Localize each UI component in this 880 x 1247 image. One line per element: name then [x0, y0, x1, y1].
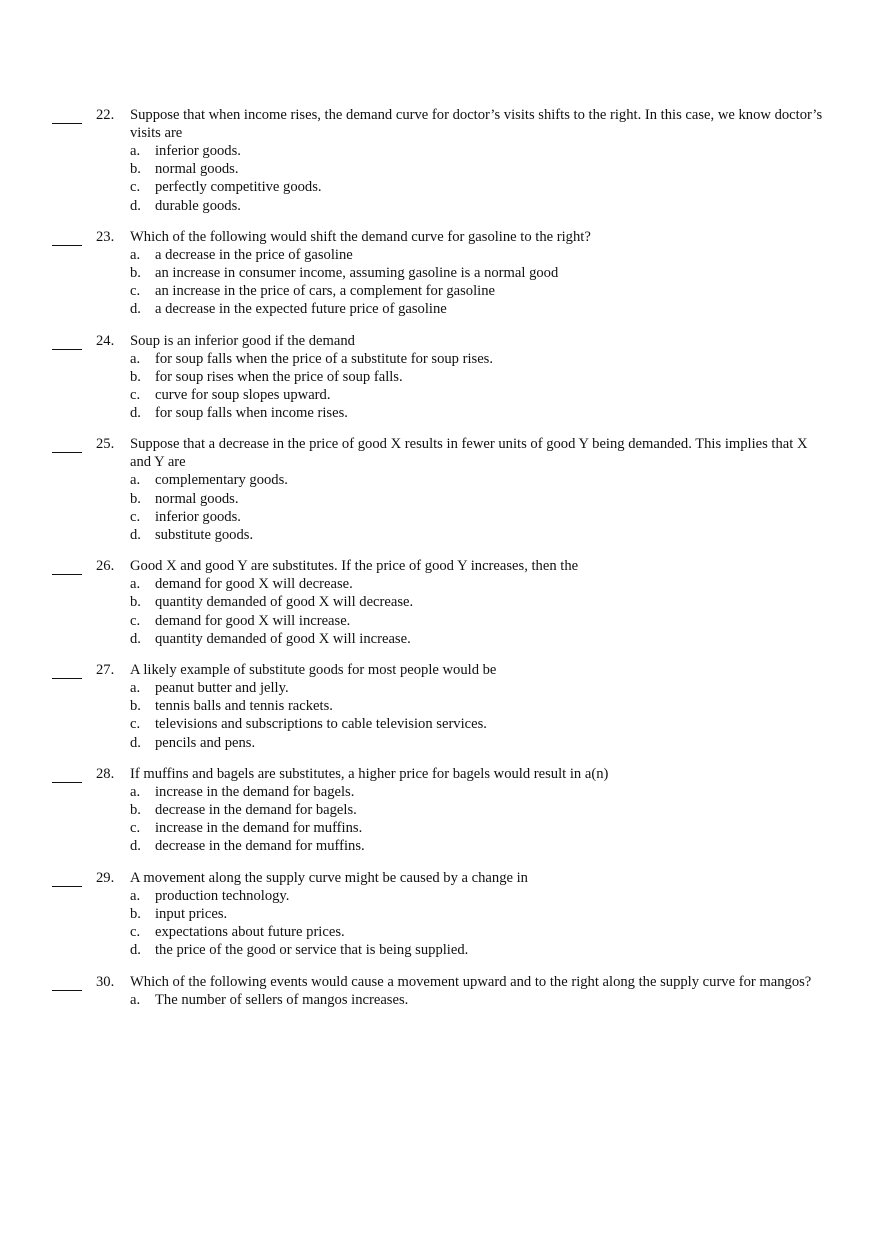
option-letter: a. [130, 472, 141, 489]
option-text: demand for good X will decrease. [155, 576, 353, 593]
question-27 [0, 661, 880, 752]
option-text: quantity demanded of good X will increase. [155, 630, 411, 647]
option-letter: b. [130, 368, 141, 385]
option-letter: b. [130, 490, 141, 507]
question-24 [0, 332, 880, 423]
option-a [130, 783, 880, 801]
option-text: normal goods. [155, 490, 239, 507]
option-letter: a. [130, 991, 141, 1008]
option-letter: d. [130, 838, 141, 855]
question-stem: Good X and good Y are substitutes. If the price of good Y increases, then the [130, 558, 579, 575]
answer-blank[interactable] [52, 332, 82, 350]
question-number: 23. [96, 228, 115, 245]
option-list [130, 575, 880, 648]
option-letter: a. [130, 576, 141, 593]
option-b [130, 368, 880, 386]
option-a [130, 575, 880, 593]
option-letter: b. [130, 265, 141, 282]
question-stem: A likely example of substitute goods for most people would be [130, 662, 497, 679]
option-letter: c. [130, 283, 141, 300]
option-text: decrease in the demand for muffins. [155, 838, 365, 855]
option-letter: a. [130, 783, 141, 800]
option-letter: d. [130, 942, 141, 959]
question-30 [0, 973, 880, 1009]
option-d [130, 837, 880, 855]
option-text: complementary goods. [155, 472, 288, 489]
option-d [130, 197, 880, 215]
option-letter: b. [130, 594, 141, 611]
option-letter: d. [130, 630, 141, 647]
option-b [130, 490, 880, 508]
question-number: 26. [96, 558, 115, 575]
option-a [130, 887, 880, 905]
answer-blank[interactable] [52, 228, 82, 246]
option-list [130, 783, 880, 856]
option-c [130, 819, 880, 837]
question-number: 29. [96, 869, 115, 886]
option-text: durable goods. [155, 197, 241, 214]
option-text: production technology. [155, 887, 290, 904]
option-b [130, 905, 880, 923]
question-22 [0, 106, 880, 215]
option-text: a decrease in the expected future price of gasoline [155, 301, 447, 318]
option-text: expectations about future prices. [155, 924, 345, 941]
question-25 [0, 435, 880, 544]
option-text: for soup rises when the price of soup falls. [155, 368, 403, 385]
option-a [130, 246, 880, 264]
option-letter: c. [130, 820, 141, 837]
option-b [130, 160, 880, 178]
option-letter: a. [130, 143, 141, 159]
question-29 [0, 869, 880, 960]
question-number: 25. [96, 436, 115, 453]
answer-blank[interactable] [52, 106, 82, 124]
option-letter: c. [130, 387, 141, 404]
option-letter: c. [130, 924, 141, 941]
option-text: the price of the good or service that is being supplied. [155, 942, 469, 959]
option-text: for soup falls when the price of a substitute for soup rises. [155, 350, 494, 367]
question-number: 28. [96, 765, 115, 782]
option-text: increase in the demand for muffins. [155, 820, 363, 837]
option-text: peanut butter and jelly. [155, 680, 289, 697]
question-stem: A movement along the supply curve might be caused by a change in [130, 869, 528, 886]
question-stem: Suppose that a decrease in the price of good X results in fewer units of good Y being demanded. This implies that X and Y are [130, 436, 808, 471]
option-text: perfectly competitive goods. [155, 179, 322, 196]
option-c [130, 612, 880, 630]
option-letter: a. [130, 246, 141, 263]
option-b [130, 593, 880, 611]
option-letter: a. [130, 680, 141, 697]
question-number: 30. [96, 973, 115, 990]
option-a [130, 142, 880, 160]
option-letter: d. [130, 197, 141, 214]
question-stem: Which of the following would shift the demand curve for gasoline to the right? [130, 228, 591, 245]
option-text: The number of sellers of mangos increases. [155, 991, 409, 1008]
answer-blank[interactable] [52, 869, 82, 887]
question-stem: Which of the following events would cause a movement upward and to the right along the supply curve for mangos? [130, 973, 812, 990]
question-stem: If muffins and bagels are substitutes, a higher price for bagels would result in a(n) [130, 765, 609, 782]
question-number: 24. [96, 332, 115, 349]
option-text: televisions and subscriptions to cable television services. [155, 716, 487, 733]
question-26 [0, 557, 880, 648]
question-number: 27. [96, 662, 115, 679]
answer-blank[interactable] [52, 765, 82, 783]
option-letter: b. [130, 161, 141, 178]
option-c [130, 386, 880, 404]
option-text: a decrease in the price of gasoline [155, 246, 353, 263]
option-d [130, 941, 880, 959]
option-d [130, 300, 880, 318]
option-a [130, 679, 880, 697]
option-a [130, 991, 880, 1009]
option-b [130, 264, 880, 282]
answer-blank[interactable] [52, 557, 82, 575]
option-a [130, 471, 880, 489]
option-letter: c. [130, 508, 141, 525]
option-b [130, 697, 880, 715]
option-letter: b. [130, 698, 141, 715]
option-text: inferior goods. [155, 508, 241, 525]
option-d [130, 404, 880, 422]
option-text: input prices. [155, 905, 228, 922]
question-23 [0, 228, 880, 319]
option-letter: c. [130, 716, 141, 733]
exam-page [0, 106, 880, 1022]
option-letter: b. [130, 905, 141, 922]
option-list [130, 471, 880, 544]
option-d [130, 734, 880, 752]
option-text: demand for good X will increase. [155, 612, 351, 629]
option-c [130, 715, 880, 733]
option-text: decrease in the demand for bagels. [155, 802, 357, 819]
option-text: pencils and pens. [155, 734, 256, 751]
option-text: an increase in consumer income, assuming gasoline is a normal good [155, 265, 559, 282]
option-text: normal goods. [155, 161, 239, 178]
option-list [130, 350, 880, 423]
option-text: for soup falls when income rises. [155, 405, 348, 422]
question-28 [0, 765, 880, 856]
option-list [130, 887, 880, 960]
option-letter: d. [130, 405, 141, 422]
option-text: substitute goods. [155, 527, 254, 544]
option-c [130, 508, 880, 526]
option-text: an increase in the price of cars, a complement for gasoline [155, 283, 495, 300]
option-letter: c. [130, 179, 141, 196]
option-letter: c. [130, 612, 141, 629]
answer-blank[interactable] [52, 973, 82, 991]
option-letter: d. [130, 301, 141, 318]
option-list [130, 991, 880, 1009]
question-stem: Soup is an inferior good if the demand [130, 332, 355, 349]
option-d [130, 526, 880, 544]
option-text: curve for soup slopes upward. [155, 387, 331, 404]
option-d [130, 630, 880, 648]
option-text: inferior goods. [155, 143, 241, 159]
option-letter: d. [130, 734, 141, 751]
option-a [130, 350, 880, 368]
option-list [130, 679, 880, 752]
option-b [130, 801, 880, 819]
question-stem: Suppose that when income rises, the demand curve for doctor’s visits shifts to the right. In this case, we know doctor’s visits are [130, 107, 823, 141]
option-c [130, 178, 880, 196]
answer-blank[interactable] [52, 661, 82, 679]
option-c [130, 923, 880, 941]
option-text: increase in the demand for bagels. [155, 783, 355, 800]
option-letter: a. [130, 350, 141, 367]
question-number: 22. [96, 107, 115, 123]
option-list [130, 246, 880, 319]
option-letter: d. [130, 527, 141, 544]
option-letter: b. [130, 802, 141, 819]
option-text: tennis balls and tennis rackets. [155, 698, 333, 715]
option-list [130, 142, 880, 215]
option-c [130, 282, 880, 300]
answer-blank[interactable] [52, 435, 82, 453]
option-letter: a. [130, 887, 141, 904]
option-text: quantity demanded of good X will decrease. [155, 594, 414, 611]
